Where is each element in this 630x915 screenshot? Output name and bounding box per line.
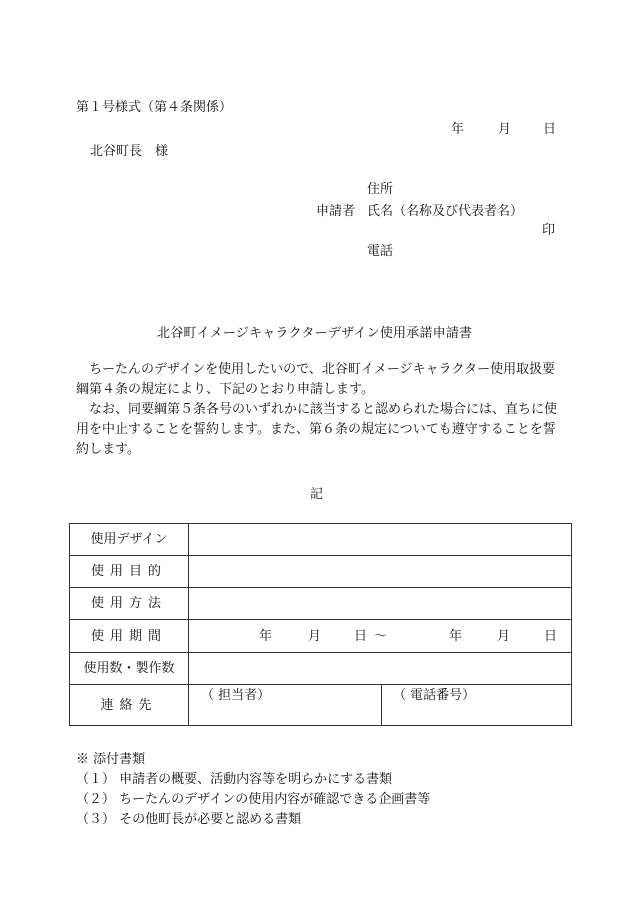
- document-title: 北谷町イメージキャラクターデザイン使用承諾申請書: [157, 326, 473, 341]
- date-day-label: 日: [543, 122, 557, 137]
- table-row-purpose: [70, 556, 572, 588]
- period-tilde: ～: [374, 629, 388, 644]
- period-day-2: 日: [544, 629, 558, 644]
- date-month-label: 月: [498, 122, 512, 137]
- address-label: 住所: [367, 182, 394, 197]
- table-row-period: [70, 620, 572, 653]
- method-field[interactable]: [189, 588, 572, 620]
- seal-mark: 印: [542, 223, 556, 238]
- ki-heading: 記: [310, 487, 324, 502]
- label-quantity: 使用数・製作数: [70, 653, 189, 685]
- label-contact: 連絡先: [70, 685, 189, 726]
- period-month-1: 月: [308, 629, 322, 644]
- body-paragraph-1: ちーたんのデザインを使用したいので、北谷町イメージキャラクター使用取扱要綱第４条の規定により、下記のとおり申請します。: [76, 362, 556, 397]
- table-row-quantity: [70, 653, 572, 685]
- period-year-2: 年: [449, 629, 463, 644]
- contact-divider: [381, 685, 382, 725]
- period-month-2: 月: [497, 629, 511, 644]
- table-row-design: [70, 524, 572, 556]
- period-day-1: 日: [354, 629, 368, 644]
- attachment-item-2: （２） ちーたんのデザインの使用内容が確認できる企画書等: [76, 792, 431, 807]
- period-year-1: 年: [259, 629, 273, 644]
- label-purpose: 使用目的: [70, 556, 189, 588]
- table-row-method: [70, 588, 572, 620]
- body-paragraph-2: なお、同要綱第５条各号のいずれかに該当すると認められた場合には、直ちに使用を中止することを誓約します。また、第６条の規定についても遵守することを誓約します。: [76, 402, 558, 457]
- label-period: 使用期間: [70, 620, 189, 653]
- applicant-label: 申請者: [316, 204, 356, 219]
- contact-person-label: （ 担当者）: [201, 688, 271, 703]
- form-number: 第１号様式（第４条関係）: [76, 100, 233, 115]
- label-design: 使用デザイン: [70, 524, 189, 556]
- design-field[interactable]: [189, 524, 572, 556]
- period-field[interactable]: [189, 620, 572, 653]
- label-method: 使用方法: [70, 588, 189, 620]
- contact-field[interactable]: [189, 685, 572, 726]
- attachment-item-1: （１） 申請者の概要、活動内容等を明らかにする書類: [76, 772, 393, 787]
- contact-phone-label: （ 電話番号）: [393, 688, 476, 703]
- purpose-field[interactable]: [189, 556, 572, 588]
- application-table: [69, 523, 572, 726]
- date-year-label: 年: [451, 122, 465, 137]
- name-label: 氏名（名称及び代表者名）: [367, 204, 524, 219]
- quantity-field[interactable]: [189, 653, 572, 685]
- attachment-item-3: （３） その他町長が必要と認める書類: [76, 812, 302, 827]
- addressee: 北谷町長 様: [90, 144, 169, 159]
- attachments-heading: ※ 添付書類: [76, 752, 146, 767]
- table-row-contact: [70, 685, 572, 726]
- phone-label: 電話: [367, 244, 394, 259]
